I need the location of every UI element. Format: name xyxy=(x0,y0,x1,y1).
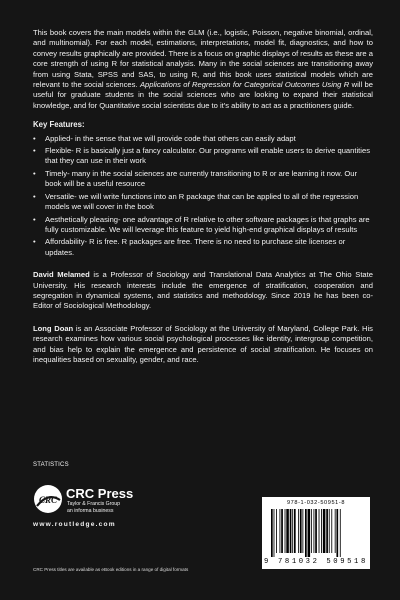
barcode-bar xyxy=(329,509,330,553)
barcode-bar xyxy=(314,509,315,553)
feature-item xyxy=(33,237,373,258)
feature-text: Affordability- R is free. R packages are free. There is no need to purchase site licenses or updates. xyxy=(45,237,346,257)
feature-item xyxy=(33,146,373,167)
feature-item xyxy=(33,215,373,236)
intro-text-1: This book covers the main models within the GLM (i.e., logistic, Poisson, negative binomial, ordinal, and multinomial). For each model, estimations, interpretations, model fit, diagnostics, and how to convey results graphically are provided. There is a focus on graphic displays of results as these are a core strength of using R for statistical analysis. Many in the social sciences are transitioning away from using Stata, SPSS and SAS, to using R, and this book uses statistical models which are relevant to the social sciences. xyxy=(33,28,373,90)
barcode-bar xyxy=(290,509,292,553)
subject-category: STATISTICS xyxy=(33,462,69,468)
author-bio-doan xyxy=(33,324,373,366)
barcode-bar xyxy=(340,509,341,557)
barcode-bar xyxy=(286,509,289,553)
barcode-bar xyxy=(285,509,286,553)
feature-item xyxy=(33,169,373,190)
author-name: Long Doan xyxy=(33,323,74,333)
bullet-icon: • xyxy=(33,133,36,143)
barcode-bar xyxy=(305,509,307,557)
publisher-group: Taylor & Francis Group xyxy=(67,501,121,507)
barcode-bar xyxy=(302,509,303,553)
crc-logo-text: CRC xyxy=(38,495,58,505)
back-cover-text xyxy=(33,28,373,365)
author-bio-text: is a Professor of Sociology and Translational Data Analytics at The Ohio State University. His research interests include the emergence of stratification, cooperation and segregation in dynamical systems, and statistics and methodology. Since 2019 he has been co-Editor of Sociological Methodology. xyxy=(33,270,373,311)
feature-text: Applied- in the sense that we will provide code that others can easily adapt xyxy=(45,133,296,143)
feature-text: Versatile- we will write functions into an R package that can be applied to all of the regression models we will cover in the book xyxy=(45,191,359,212)
intro-paragraph xyxy=(33,28,373,111)
publisher-website: www.routledge.com xyxy=(33,521,116,528)
barcode-digit-groups: 781032 509518 xyxy=(278,558,368,566)
bullet-icon: • xyxy=(33,146,36,156)
publisher-name: CRC Press xyxy=(66,486,134,501)
feature-text: Aesthetically pleasing- one advantage of R relative to other software packages is that graphs are fully customizable. We will leverage this feature to yield high-end graphical displays of results xyxy=(45,214,370,234)
isbn-number: 978-1-032-50951-8 xyxy=(286,500,346,506)
book-title-italic: Applications of Regression for Categorical Outcomes Using R xyxy=(139,80,350,90)
barcode-bar xyxy=(321,509,322,553)
barcode-bar xyxy=(276,509,277,553)
barcode-bar xyxy=(335,509,336,553)
barcode-bar xyxy=(336,509,338,557)
barcode-bar xyxy=(280,509,281,553)
barcode-bar xyxy=(308,509,311,557)
author-bio-text: is an Associate Professor of Sociology at the University of Maryland, College Park. His research examines how various social psychological processes like identity, intergroup competition, and bias help to explain the emergence and persistence of social stratification. He focuses on inequalities based on sexuality, gender, and race. xyxy=(33,323,373,364)
barcode-bar xyxy=(319,509,320,553)
barcode-bar xyxy=(271,509,273,557)
bullet-icon: • xyxy=(33,168,36,178)
barcode-bars xyxy=(269,509,363,557)
crc-logo-icon xyxy=(33,484,63,514)
barcode-bar xyxy=(315,509,317,553)
publisher-tagline: an informa business xyxy=(67,508,114,514)
author-name: David Melamed xyxy=(33,270,90,280)
feature-text: Flexible- R is basically just a fancy calculator. Our programs will enable users to derive quantities that they can use in their work xyxy=(45,146,370,166)
barcode-bar xyxy=(323,509,326,553)
feature-item xyxy=(33,192,373,213)
bullet-icon: • xyxy=(33,214,36,224)
publisher-logo-block xyxy=(33,484,173,544)
ebook-footnote: CRC Press titles are available as eBook editions in a range of digital formats xyxy=(33,567,189,572)
feature-item xyxy=(33,134,373,144)
barcode-bar xyxy=(331,509,332,553)
bullet-icon: • xyxy=(33,237,36,247)
barcode-bar xyxy=(300,509,302,553)
isbn-barcode xyxy=(262,497,370,569)
key-features-heading: Key Features: xyxy=(33,120,85,130)
barcode-first-digit: 9 xyxy=(264,558,269,566)
barcode-bar xyxy=(281,509,283,553)
barcode-bar xyxy=(298,509,299,553)
barcode-bar xyxy=(326,509,328,553)
feature-text: Timely- many in the social sciences are currently transitioning to R or are learning it now. Our book will be a useful resource xyxy=(45,168,358,189)
author-bio-melamed xyxy=(33,270,373,312)
barcode-bar xyxy=(274,509,275,557)
key-features-list xyxy=(33,134,373,258)
barcode-bar xyxy=(294,509,296,553)
intro-text-2: will be useful for graduate students in the social sciences who are looking to expand their statistical knowledge, and for Quantitative social scientists due to it's ability to act as a practitioners guide. xyxy=(33,80,374,110)
bullet-icon: • xyxy=(33,191,36,201)
barcode-bar xyxy=(292,509,293,553)
barcode-bar xyxy=(311,509,312,553)
